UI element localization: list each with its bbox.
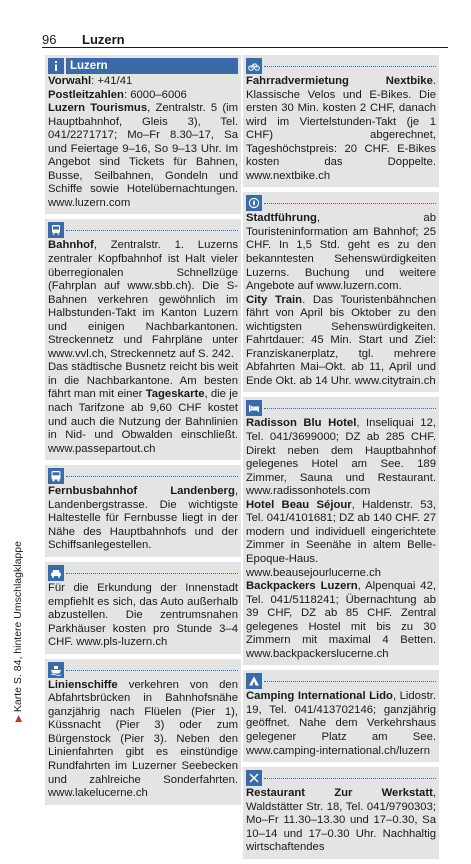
block-text: Luzern Tourismus, Zentralstr. 5 (im Hauptbahnhof, Gleis 3), Tel. 041/2271717; Mo–Fr 8.30–17, Sa und Feiertage 9–16, So 9–13 Uhr. Im Angebot sind Tickets für Bahnen, Busse, Seilbahnen, Gondeln und Schiffe sowie Hotelübernachtungen. www.luzern.com xyxy=(48,102,238,209)
page-number: 96 xyxy=(42,32,57,47)
side-note-text: Karte S. 84, hintere Umschlagklappe xyxy=(12,541,24,713)
header-line xyxy=(66,670,238,671)
bus-icon xyxy=(48,468,64,484)
header-line xyxy=(66,230,238,231)
block-text: Fernbusbahnhof Landenberg, Landenbergstrasse. Die wichtigste Haltestelle für Fernbusse liegt in der Nähe des Hauptbahnhofs und der Schiffsanlegestellen. xyxy=(48,485,238,552)
block-text: Camping International Lido, Lidostr. 19, Tel. 041/413702146; ganzjährig geöffnet. Nahe dem Verkehrshaus gelegener Platz am See. www.camping-international.ch/luzern xyxy=(246,690,437,757)
block-text: Radisson Blu Hotel, Inseliquai 12, Tel. 041/3699000; DZ ab 285 CHF. Direkt neben dem Hauptbahnhof gelegenes Hotel am See. 189 Zimmer, Sauna und Restaurant. www.radissonhotels.com xyxy=(246,417,436,498)
block-text: Stadtführung, ab Touristeninformation am Bahnhof; 25 CHF. In 1,5 Std. geht es zu den bekanntesten Sehenswürdigkeiten Luzerns. Buchung und weitere Angebote auf www.luzern.com. xyxy=(246,212,436,293)
block-header xyxy=(246,673,436,689)
tent-icon xyxy=(246,673,262,689)
header-line xyxy=(66,573,238,574)
restaurant-icon xyxy=(246,770,262,786)
train-icon xyxy=(48,222,64,238)
restaurant-block xyxy=(243,767,439,859)
block-header xyxy=(246,400,436,416)
block-text: Postleitzahlen: 6000–6006 xyxy=(48,88,187,101)
block-header xyxy=(48,662,238,678)
header-line xyxy=(264,778,436,779)
block-text: Restaurant Zur Werkstatt, Waldstätter Str. 18, Tel. 041/9790303; Mo–Fr 11.30–13.30 und 17–0.30, Sa 10–14 und 17–0.30 Uhr. Nachhaltig wirtschaftendes xyxy=(246,787,436,854)
header-line xyxy=(264,681,436,682)
info-icon xyxy=(48,58,64,74)
block-text: Fahrradvermietung Nextbike. Klassische Velos und E-Bikes. Die ersten 30 Min. kosten 2 CHF, danach wird im Viertelstunden-Takt (je 1 CHF) abgerechnet, Tageshöchstpreis: 20 CHF. E-Bikes kosten das Doppelte. www.nextbike.ch xyxy=(246,75,436,182)
block-header xyxy=(246,58,436,74)
block-header xyxy=(48,58,238,74)
block-header xyxy=(246,770,436,786)
block-text: Linienschiffe verkehren von den Abfahrtsbrücken in Bahnhofsnähe ganzjährig nach Flüelen (Pier 1), Küssnacht (Pier 3) oder zum Bürgenstock (Pier 3). Neben den Linienfahrten gibt es einstündige Rundfahrten im Luzerner Seebecken und zahlreiche Sonderfahrten. www.lakelucerne.ch xyxy=(48,678,238,800)
block-text: Backpackers Luzern, Alpenquai 42, Tel. 041/5118241; Übernachtung ab 39 CHF, DZ ab 85 CHF. Zentral gelegenes Hostel mit bis zu 30 Zimmern mit maximal 4 Betten. www.backpackerslucerne.ch xyxy=(246,580,436,660)
train-block xyxy=(45,219,241,460)
tour-block xyxy=(243,192,439,392)
page-header xyxy=(42,30,448,50)
block-text: Für die Erkundung der Innenstadt empfiehlt es sich, das Auto außerhalb abzustellen. Die zentrumsnahen Parkhäuser kosten pro Stunde 3–4 CHF. www.pls-luzern.ch xyxy=(48,581,238,649)
block-header xyxy=(48,222,238,238)
bed-icon xyxy=(246,400,262,416)
car-block xyxy=(45,562,241,654)
header-line xyxy=(264,66,436,67)
right-column xyxy=(243,55,439,864)
bicycle-icon xyxy=(246,58,262,74)
camping-block xyxy=(243,670,439,762)
header-line xyxy=(264,408,436,409)
compass-icon xyxy=(246,195,262,211)
bus-block xyxy=(45,465,241,557)
side-note xyxy=(12,541,24,722)
pointer-arrow-icon: ▶ xyxy=(13,715,23,722)
block-text: Vorwahl: +41/41 xyxy=(48,75,133,87)
header-line xyxy=(264,203,436,204)
ship-block xyxy=(45,659,241,805)
block-text: Das städtische Busnetz reicht bis weit in die Nachbarkantone. Am besten fährt man mit einer Tageskarte, die je nach Tarifzone ab 9,60 CHF kostet und auch die Nutzung der Bahnlinien in Nid- und Obwalden einschließt. www.passepartout.ch xyxy=(48,361,238,455)
block-header xyxy=(246,195,436,211)
block-header xyxy=(48,565,238,581)
bicycle-block xyxy=(243,55,439,187)
block-text: Bahnhof, Zentralstr. 1. Luzerns zentraler Kopfbahnhof ist Halt vieler überregionalen Schnellzüge (Fahrplan auf www.sbb.ch). Die S-Bahnen verkehren gewöhnlich im Halbstunden-Takt im Kanton Luzern und einigen Nachbarkantonen. Streckennetz und Fahrpläne unter www.vvl.ch, Streckennetz auf S. 242. xyxy=(48,239,238,360)
ship-icon xyxy=(48,662,64,678)
info-block xyxy=(45,55,241,214)
block-text: Hotel Beau Séjour, Haldenstr. 53, Tel. 041/4101681; DZ ab 140 CHF. 27 modern und individuell eingerichtete Zimmer in Seenähe in altem Belle-Epoque-Haus. www.beausejourlucerne.ch xyxy=(246,498,436,579)
page-title: Luzern xyxy=(82,32,125,47)
header-rule xyxy=(42,47,448,48)
car-icon xyxy=(48,565,64,581)
block-title: Luzern xyxy=(66,58,238,74)
hotel-block xyxy=(243,397,439,665)
left-column xyxy=(45,55,241,810)
block-text: City Train. Das Touristenbähnchen fährt von April bis Oktober zu den wichtigsten Sehenswürdigkeiten. Fahrtdauer: 45 Min. Start und Ziel: Franziskanerplatz, tgl. mehrere Abfahrten Mai–Okt. ab 11, April und Ende Okt. ab 14 Uhr. www.citytrain.ch xyxy=(246,293,436,387)
header-line xyxy=(66,476,238,477)
block-header xyxy=(48,468,238,484)
